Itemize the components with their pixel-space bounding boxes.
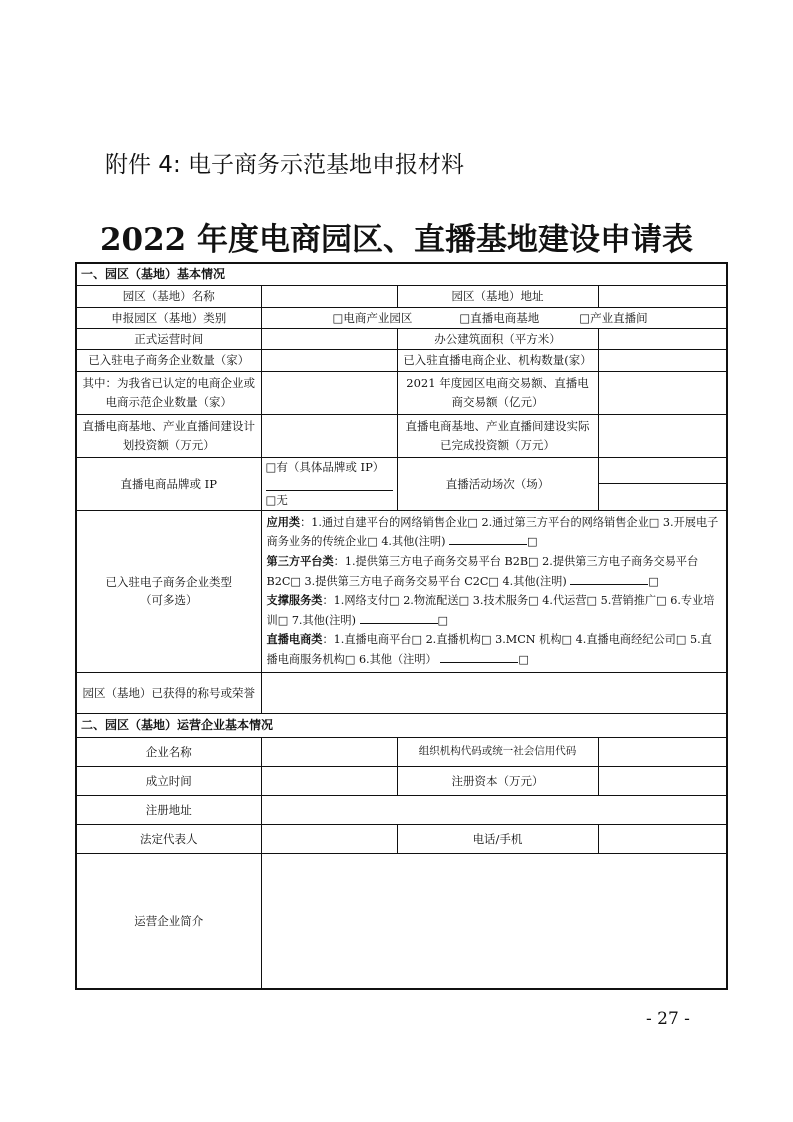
plan-invest-label: 直播电商基地、产业直播间建设计划投资额（万元） (76, 414, 261, 457)
demo-count-label: 其中：为我省已认定的电商企业或电商示范企业数量（家） (76, 371, 261, 414)
operation-time-field[interactable] (261, 328, 397, 349)
category-third-party-label: 第三方平台类 (266, 555, 334, 569)
section1-heading: 一、园区（基地）基本情况 (76, 263, 727, 286)
category-support-options[interactable]: ：1.网络支付□ 2.物流配送□ 3.技术服务□ 4.代运营□ 5.营销推广□ 6.专业培训□ 7.其他(注明) (266, 594, 715, 627)
brand-ip-label: 直播电商品牌或 IP (76, 457, 261, 510)
ecom-count-field[interactable] (261, 350, 397, 371)
capital-field[interactable] (598, 766, 727, 795)
live-other-box[interactable]: □ (518, 653, 529, 667)
park-address-field[interactable] (598, 286, 727, 307)
live-sessions-field (598, 457, 727, 510)
trade-volume-label: 2021 年度园区电商交易额、直播电商交易额（亿元） (397, 371, 598, 414)
category-live-label: 直播电商类 (266, 633, 323, 647)
live-other-blank[interactable] (440, 651, 518, 663)
ecom-count-label: 已入驻电子商务企业数量（家） (76, 350, 261, 371)
type-option-live-room[interactable]: □产业直播间 (579, 310, 648, 325)
reg-address-label: 注册地址 (76, 795, 261, 824)
company-name-label: 企业名称 (76, 737, 261, 766)
profile-field[interactable] (261, 853, 727, 989)
type-option-live-base[interactable]: □直播电商基地 (459, 310, 540, 325)
office-area-field[interactable] (598, 328, 727, 349)
park-type-options (261, 307, 727, 328)
category-application (267, 513, 722, 552)
live-count-field[interactable] (598, 350, 727, 371)
park-address-label: 园区（基地）地址 (397, 286, 598, 307)
application-other-blank[interactable] (449, 533, 527, 545)
category-support (267, 591, 722, 630)
form-title: 2022 年度电商园区、直播基地建设申请表 (99, 222, 694, 258)
enterprise-type-line2: （可多选） (140, 593, 198, 608)
org-code-label: 组织机构代码或统一社会信用代码 (397, 737, 598, 766)
reg-address-field[interactable] (261, 795, 727, 824)
phone-label: 电话/手机 (397, 824, 598, 853)
legal-rep-field[interactable] (261, 824, 397, 853)
category-third-party-options[interactable]: ：1.提供第三方电子商务交易平台 B2B□ 2.提供第三方电子商务交易平台 B2C□ 3.提供第三方电子商务交易平台 C2C□ 4.其他(注明) (266, 555, 699, 588)
plan-invest-field[interactable] (261, 414, 397, 457)
legal-rep-label: 法定代表人 (76, 824, 261, 853)
actual-invest-label: 直播电商基地、产业直播间建设实际已完成投资额（万元） (397, 414, 598, 457)
ip-name-blank[interactable] (266, 476, 393, 491)
category-application-label: 应用类 (266, 515, 301, 529)
park-type-label: 申报园区（基地）类别 (76, 307, 261, 328)
park-name-field[interactable] (261, 286, 397, 307)
category-third-party (267, 552, 722, 591)
trade-volume-field[interactable] (598, 371, 727, 414)
org-code-field[interactable] (598, 737, 727, 766)
honors-label: 园区（基地）已获得的称号或荣誉 (76, 672, 261, 713)
office-area-label: 办公建筑面积（平方米） (397, 328, 598, 349)
type-option-ecommerce-park[interactable]: □电商产业园区 (332, 310, 413, 325)
attachment-label: 附件 4: 电子商务示范基地申报材料 (105, 152, 465, 178)
third-party-other-blank[interactable] (570, 573, 648, 585)
support-other-box[interactable]: □ (437, 613, 449, 627)
phone-field[interactable] (598, 824, 727, 853)
category-live-options[interactable]: ：1.直播电商平台□ 2.直播机构□ 3.MCN 机构□ 4.直播电商经纪公司□ 5.直播电商服务机构□ 6.其他（注明） (266, 633, 712, 667)
established-field[interactable] (261, 766, 397, 795)
park-name-label: 园区（基地）名称 (76, 286, 261, 307)
company-name-field[interactable] (261, 737, 397, 766)
third-party-other-box[interactable]: □ (648, 574, 659, 588)
section2-heading: 二、园区（基地）运营企业基本情况 (76, 713, 727, 737)
honors-field[interactable] (261, 672, 727, 713)
profile-label: 运营企业简介 (76, 853, 261, 989)
support-other-blank[interactable] (360, 612, 438, 624)
live-count-label: 已入驻直播电商企业、机构数量(家） (397, 350, 598, 371)
established-label: 成立时间 (76, 766, 261, 795)
live-sessions-cell-1[interactable] (599, 458, 727, 483)
capital-label: 注册资本（万元） (397, 766, 598, 795)
category-application-options[interactable]: ：1.通过自建平台的网络销售企业□ 2.通过第三方平台的网络销售企业□ 3.开展电子商务业务的传统企业□ 4.其他(注明) (266, 515, 719, 549)
live-sessions-label: 直播活动场次（场） (397, 457, 598, 510)
page-number: - 27 - (646, 1009, 690, 1029)
application-form-table (75, 262, 728, 990)
brand-ip-field (261, 457, 397, 510)
enterprise-type-line1: 已入驻电子商务企业类型 (105, 574, 232, 589)
application-other-box[interactable]: □ (527, 535, 538, 549)
ip-no-option[interactable]: □无 (265, 493, 288, 508)
operation-time-label: 正式运营时间 (76, 328, 261, 349)
demo-count-field[interactable] (261, 371, 397, 414)
category-support-label: 支撑服务类 (266, 594, 323, 608)
live-sessions-cell-2[interactable] (599, 483, 727, 509)
category-live (267, 630, 722, 669)
ip-yes-option[interactable]: □有（具体品牌或 IP） (265, 459, 385, 474)
enterprise-type-label (76, 510, 261, 672)
actual-invest-field[interactable] (598, 414, 727, 457)
enterprise-type-options (261, 510, 727, 672)
